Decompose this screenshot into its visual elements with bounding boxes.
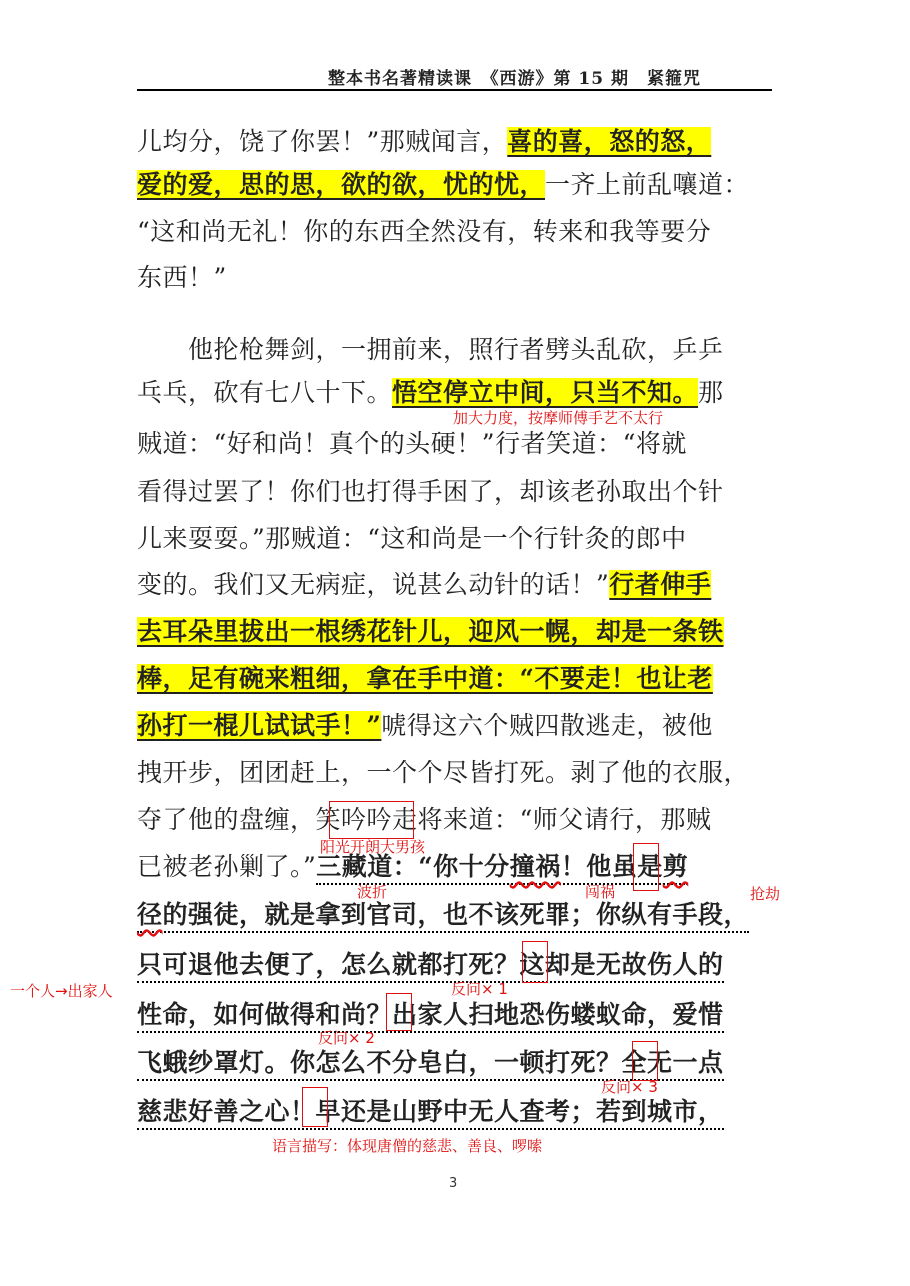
annotation-cheerful-boy: 阳光开朗大男孩: [320, 838, 426, 856]
page-header: 整本书名著精读课 《西游》第 15 期 紧箍咒: [328, 69, 701, 89]
wavy-rob-1: 剪: [662, 852, 689, 881]
text-line-4: 东西！”: [137, 263, 227, 292]
annotation-robbery: 抢劫: [750, 885, 781, 903]
box-exclaim-1: [633, 843, 659, 891]
highlight-staff-2: 去耳朵里拔出一根绣花针儿，迎风一幌，却是一条铁: [137, 617, 724, 646]
text-line-5: 他抡枪舞剑，一拥前来，照行者劈头乱砍，乒乒: [137, 335, 724, 364]
text-line-16: 已被老孙剿了。”三藏道：“你十分撞祸！他虽是剪: [137, 847, 777, 887]
text-line-3: “这和尚无礼！你的东西全然没有，转来和我等要分: [137, 217, 712, 246]
annotation-twist: 波折: [357, 883, 388, 901]
box-question-3: [632, 1041, 658, 1081]
text-line-1: 儿均分，饶了你罢！”那贼闻言，喜的喜，怒的怒，: [137, 127, 712, 156]
annotation-rhetorical-3: 反问× 3: [601, 1078, 658, 1096]
page-number: 3: [449, 1176, 458, 1191]
text-line-14: 拽开步，团团赶上，一个个尽皆打死。剥了他的衣服，: [137, 758, 750, 787]
text-line-7: 贼道：“好和尚！真个的头硬！”行者笑道：“将就: [137, 429, 687, 458]
wavy-cause-trouble: 撞祸: [509, 852, 561, 881]
wavy-rob-2: 径: [137, 900, 163, 929]
text-line-8: 看得过罢了！你们也打得手困了，却该老孙取出个针: [137, 477, 724, 506]
annotation-rhetorical-2: 反问× 2: [318, 1029, 375, 1047]
highlight-emotions-2: 爱的爱，思的思，欲的欲，忧的忧，: [137, 170, 546, 199]
highlight-staff-3: 棒，足有碗来粗细，拿在手中道：“不要走！也让老: [137, 664, 713, 693]
text-line-18: 只可退他去便了，怎么就都打死？这却是无故伤人的: [137, 945, 777, 985]
text-line-11: [137, 612, 777, 652]
text-line-15: 夺了他的盘缠，笑吟吟走将来道：“师父请行，那贼: [137, 805, 712, 834]
text-line-21: 慈悲好善之心！早还是山野中无人查考；若到城市，: [137, 1092, 777, 1132]
text-line-6: 乓乓，砍有七八十下。悟空停立中间，只当不知。那: [137, 378, 724, 407]
text-line-20: 飞蛾纱罩灯。你怎么不分皂白，一顿打死？全无一点: [137, 1043, 777, 1083]
text-line-10: 变的。我们又无病症，说甚么动针的话！”行者伸手: [137, 570, 712, 599]
box-question-2: [386, 993, 412, 1031]
highlight-staff-4: 孙打一棍儿试试手！”: [137, 711, 382, 740]
annotation-trouble: 闯祸: [585, 883, 616, 901]
boxed-smiling: 笑吟吟: [315, 805, 393, 834]
text-line-17: 径的强徒，就是拿到官司，也不该死罪；你纵有手段，: [137, 895, 777, 935]
box-exclaim-2: [302, 1087, 328, 1127]
text-line-12: [137, 659, 777, 699]
highlight-emotions-1: 喜的喜，怒的怒，: [507, 127, 712, 156]
annotation-monk: 一个人→出家人: [10, 982, 113, 1000]
annotation-language-description: 语言描写：体现唐僧的慈悲、善良、啰嗦: [272, 1137, 543, 1155]
annotation-rhetorical-1: 反问× 1: [451, 980, 508, 998]
box-smiling: [329, 801, 414, 839]
box-question-1: [522, 941, 548, 983]
header-rule: [137, 89, 772, 91]
text-line-13: 孙打一棍儿试试手！”唬得这六个贼四散逃走，被他: [137, 711, 713, 740]
highlight-wukong-stand: 悟空停立中间，只当不知。: [392, 378, 699, 407]
highlight-staff-1: 行者伸手: [609, 570, 712, 599]
annotation-massage: 加大力度，按摩师傅手艺不太行: [453, 409, 664, 427]
text-line-9: 儿来耍耍。”那贼道：“这和尚是一个行针灸的郎中: [137, 524, 687, 553]
text-line-19: 性命，如何做得和尚？出家人扫地恐伤蝼蚁命，爱惜: [137, 995, 777, 1035]
text-line-2: 爱的爱，思的思，欲的欲，忧的忧，一齐上前乱嚷道：: [137, 170, 750, 199]
